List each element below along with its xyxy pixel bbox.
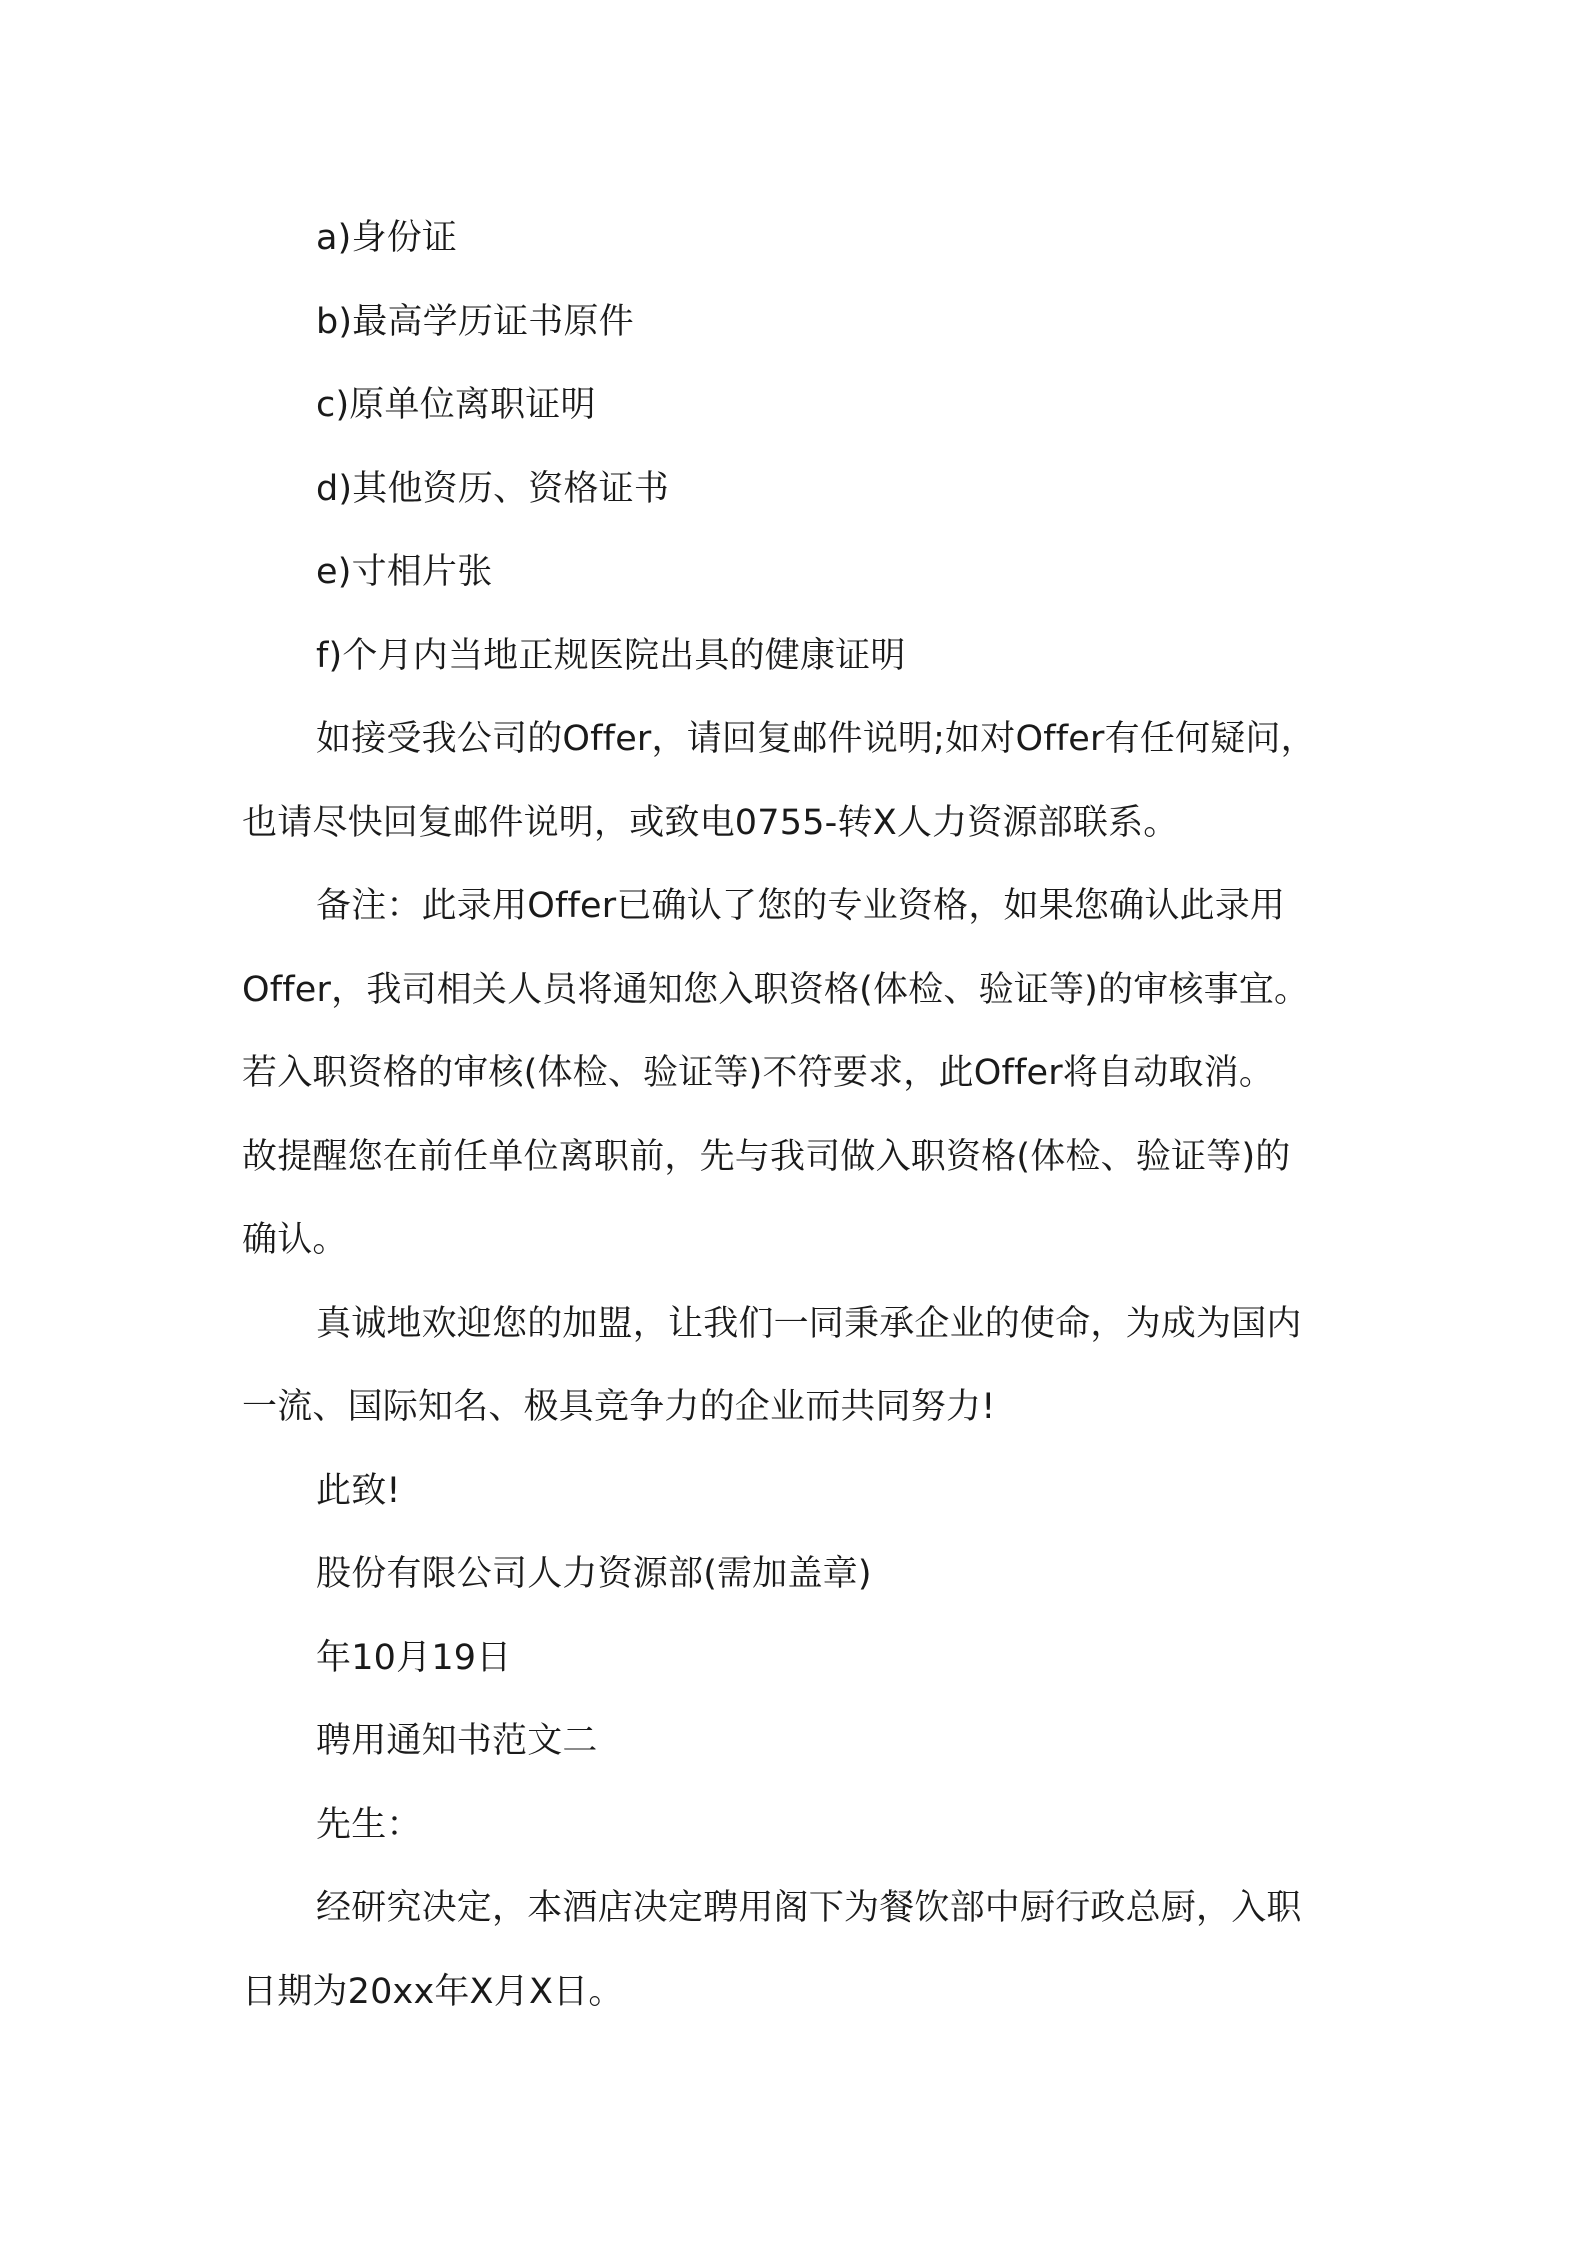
- document-body: [242, 197, 1357, 2034]
- note-paragraph: [242, 865, 1357, 1283]
- paragraph-line: 故提醒您在前任单位离职前，先与我司做入职资格(体检、验证等)的: [242, 1136, 1291, 1177]
- section-title: 聘用通知书范文二: [316, 1721, 598, 1761]
- paragraph-line: 若入职资格的审核(体检、验证等)不符要求，此Offer将自动取消。: [242, 1053, 1275, 1093]
- list-item: c)原单位离职证明: [316, 385, 596, 425]
- list-item: b)最高学历证书原件: [316, 301, 634, 342]
- paragraph-line: 日期为20xx年X月X日。: [242, 1971, 624, 2012]
- salutation: 先生：: [316, 1804, 422, 1845]
- signature: 股份有限公司人力资源部(需加盖章): [316, 1554, 872, 1594]
- list-item: a)身份证: [316, 218, 458, 258]
- hire-paragraph: [242, 1867, 1357, 2034]
- welcome-paragraph: [242, 1283, 1357, 1450]
- paragraph-line: 经研究决定，本酒店决定聘用阁下为餐饮部中厨行政总厨，入职: [316, 1888, 1302, 1928]
- list-item: e)寸相片张: [316, 552, 493, 592]
- paragraph-line: 确认。: [242, 1220, 348, 1260]
- accept-paragraph: [242, 698, 1357, 865]
- paragraph-line: Offer，我司相关人员将通知您入职资格(体检、验证等)的审核事宜。: [242, 969, 1310, 1010]
- paragraph-line: 真诚地欢迎您的加盟，让我们一同秉承企业的使命，为成为国内: [316, 1303, 1302, 1344]
- paragraph-line: 也请尽快回复邮件说明，或致电0755-转X人力资源部联系。: [242, 802, 1179, 843]
- paragraph-line: 一流、国际知名、极具竞争力的企业而共同努力!: [242, 1387, 996, 1427]
- list-item: f)个月内当地正规医院出具的健康证明: [316, 635, 906, 676]
- date: 年10月19日: [316, 1637, 512, 1678]
- closing: 此致!: [316, 1470, 401, 1511]
- list-item: d)其他资历、资格证书: [316, 468, 670, 509]
- paragraph-line: 备注：此录用Offer已确认了您的专业资格，如果您确认此录用: [316, 886, 1286, 926]
- paragraph-line: 如接受我公司的Offer，请回复邮件说明;如对Offer有任何疑问，: [316, 719, 1316, 759]
